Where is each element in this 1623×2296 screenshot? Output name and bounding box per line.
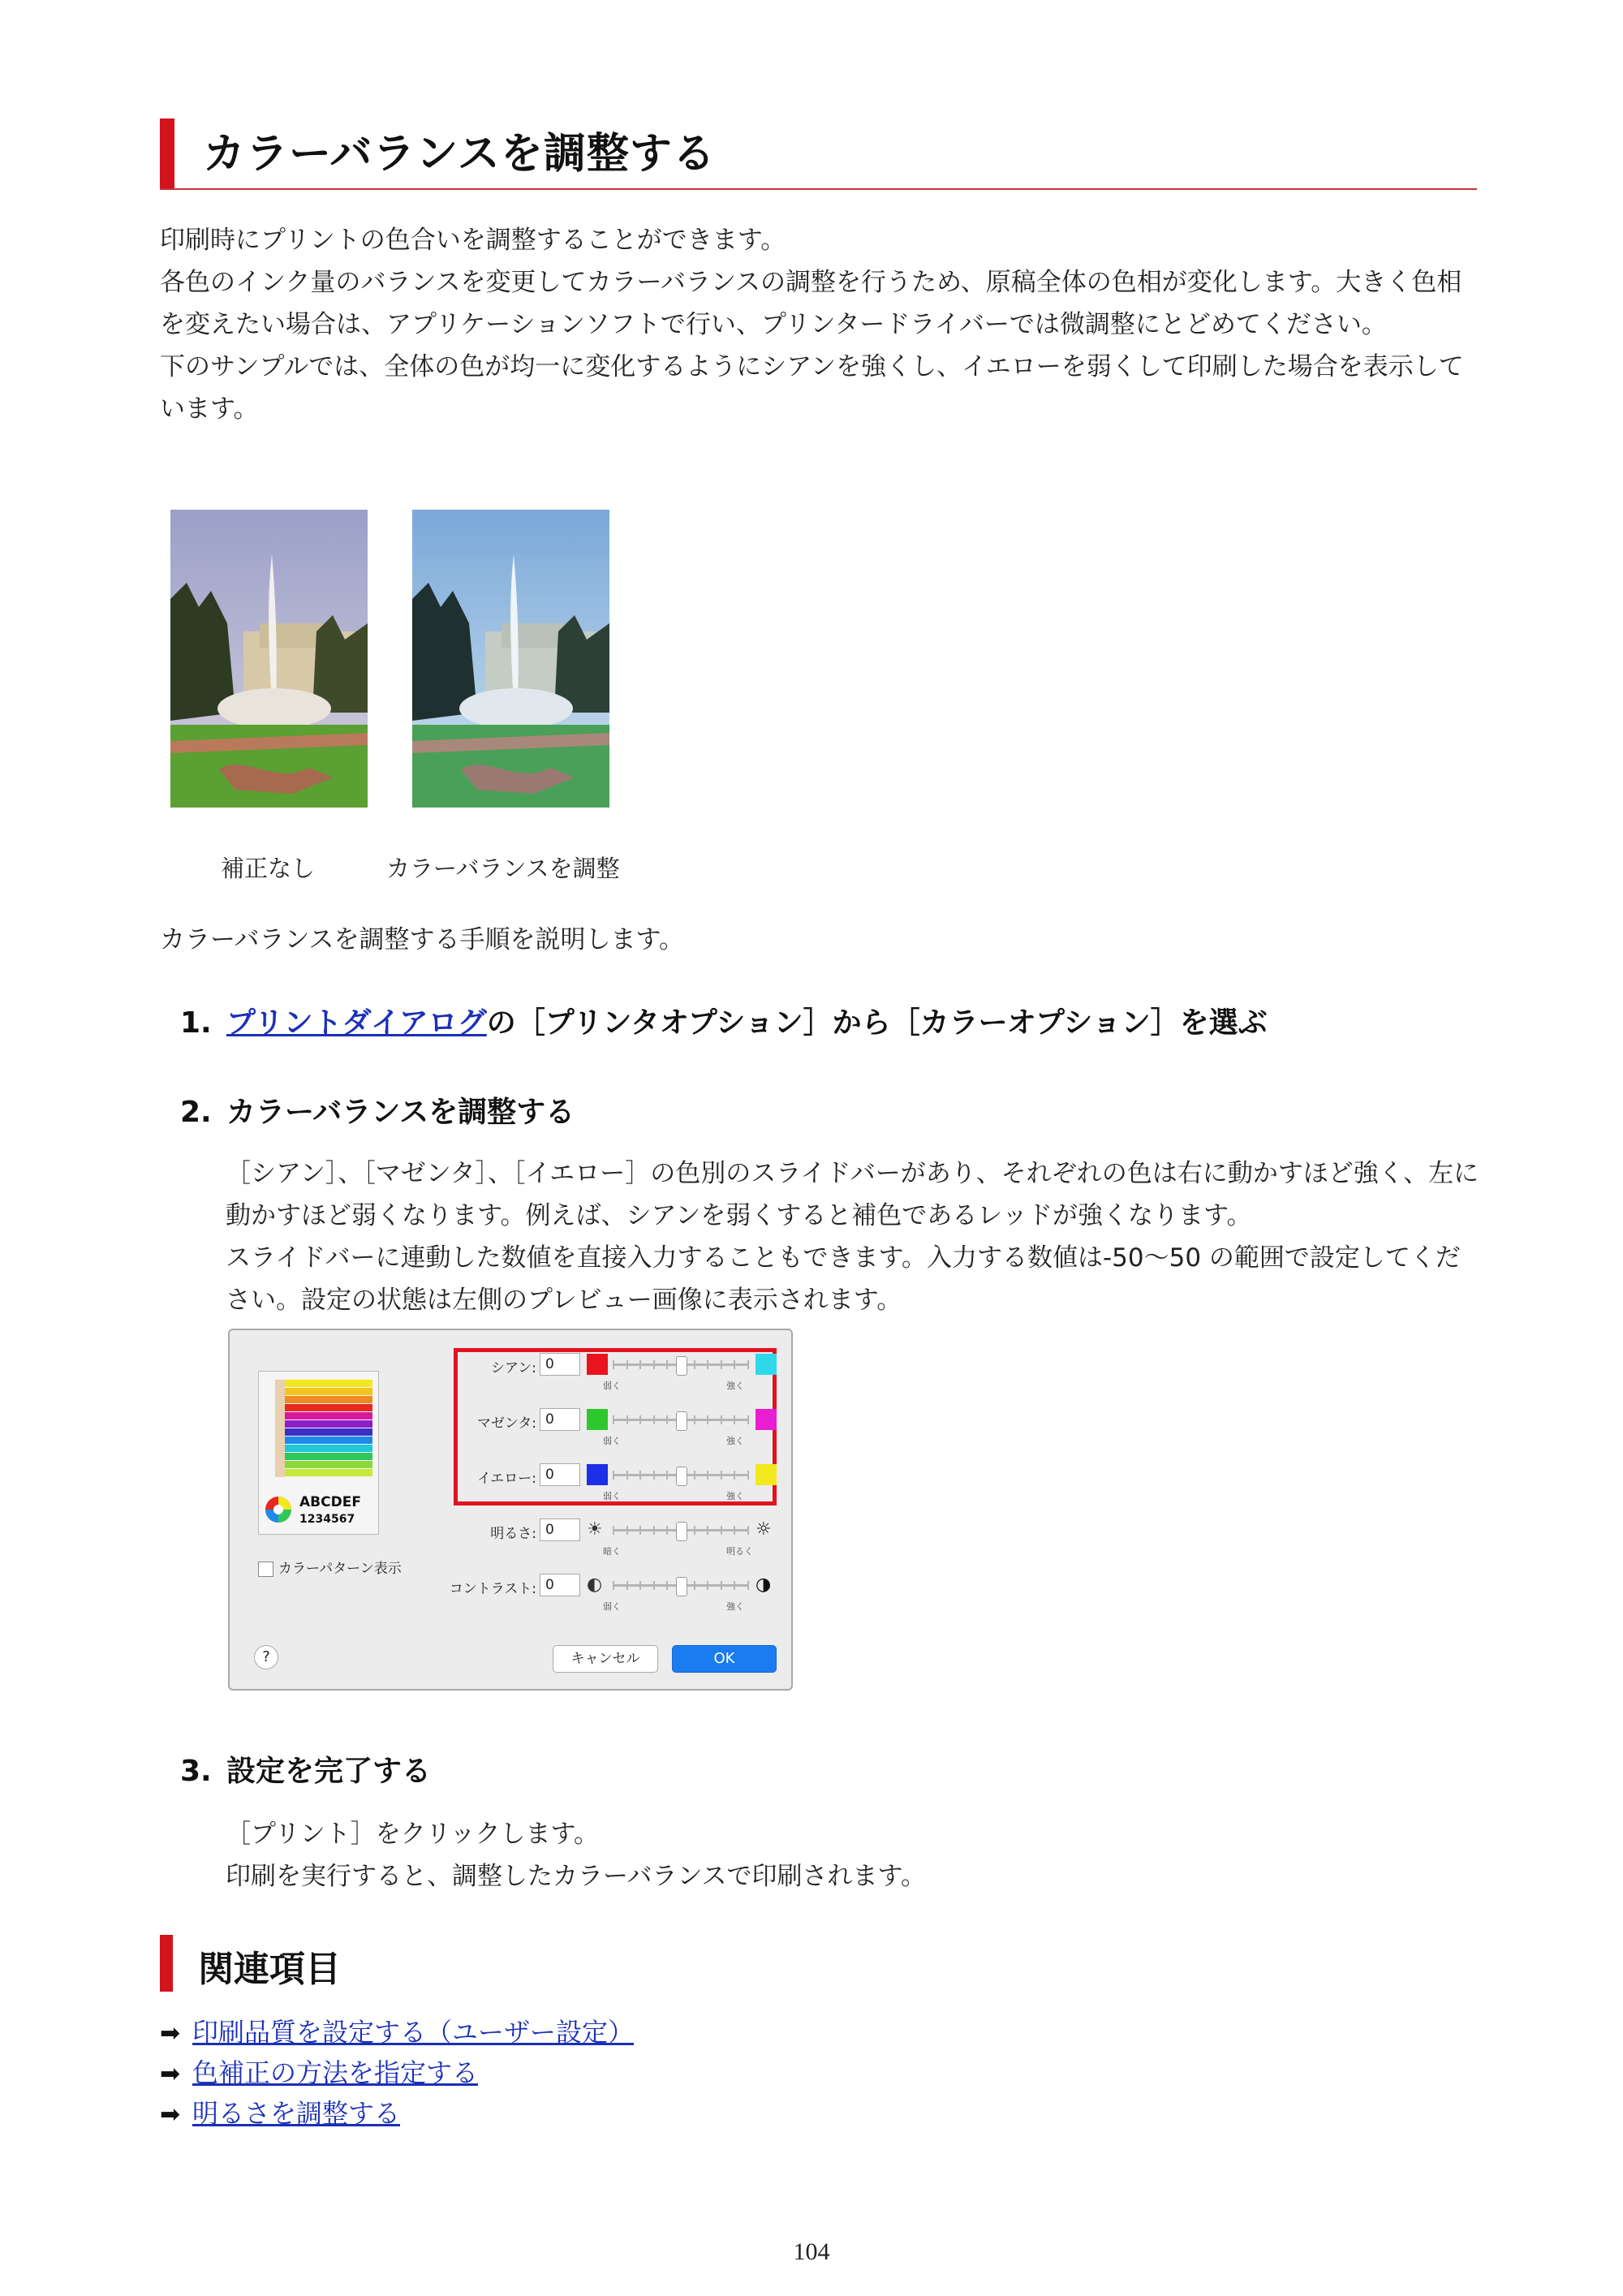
bright-sun-icon: ☼ xyxy=(756,1519,772,1540)
sample-photo-after xyxy=(412,510,609,808)
slider-knob[interactable] xyxy=(676,1411,687,1431)
slider-tick xyxy=(613,1526,614,1535)
slider-tick xyxy=(613,1581,614,1590)
step-3-number: 3. xyxy=(180,1755,212,1788)
slider-tick xyxy=(707,1415,708,1424)
strong-color-swatch-icon xyxy=(756,1409,777,1430)
slider-tick xyxy=(721,1526,722,1535)
slider-value-input[interactable]: 0 xyxy=(540,1408,580,1431)
slider-tick xyxy=(734,1471,735,1480)
ok-button[interactable]: OK xyxy=(672,1645,777,1673)
sample-photo-before xyxy=(170,510,368,808)
slider-tick xyxy=(734,1415,735,1424)
slider-value-input[interactable]: 0 xyxy=(540,1353,580,1376)
slider-tick xyxy=(626,1360,628,1369)
slider-tick xyxy=(666,1581,668,1590)
related-item xyxy=(160,2055,478,2092)
dim-sun-icon: ☀ xyxy=(587,1519,603,1540)
slider-tick xyxy=(694,1526,695,1535)
step-2-paragraph-2: スライドバーに連動した数値を直接入力することもできます。入力する数値は-50〜50 の範囲で設定してください。設定の状態は左側のプレビュー画像に表示されます。 xyxy=(226,1243,1461,1315)
slider-row xyxy=(230,1518,794,1559)
slider-label: コントラスト: xyxy=(449,1581,536,1597)
slider-tick xyxy=(721,1415,722,1424)
step-3-heading: 設定を完了する xyxy=(226,1755,432,1788)
slider-left-note: 弱く xyxy=(603,1381,621,1391)
slider-tick xyxy=(613,1360,614,1369)
related-link-print-quality[interactable]: 印刷品質を設定する（ユーザー設定） xyxy=(192,2017,635,2048)
page-title: カラーバランスを調整する xyxy=(203,130,716,179)
slider-tick xyxy=(721,1471,722,1480)
slider-knob[interactable] xyxy=(676,1522,687,1541)
strong-color-swatch-icon xyxy=(756,1354,777,1375)
slider-tick xyxy=(747,1360,749,1369)
slider-knob[interactable] xyxy=(676,1356,687,1376)
slider-tick xyxy=(653,1415,655,1424)
slider-tick xyxy=(639,1526,641,1535)
slider-tick xyxy=(721,1360,722,1369)
title-underline xyxy=(160,188,1477,190)
related-link-color-correction[interactable]: 色補正の方法を指定する xyxy=(192,2057,479,2088)
title-accent-bar xyxy=(160,118,174,188)
arrow-right-icon: ➡ xyxy=(160,2019,181,2048)
slider-tick xyxy=(734,1360,735,1369)
slider-tick xyxy=(666,1526,668,1535)
related-item xyxy=(160,2096,400,2133)
slider-tick xyxy=(694,1415,695,1424)
slider-tick xyxy=(626,1581,628,1590)
high-contrast-icon: ◑ xyxy=(756,1574,772,1595)
slider-tick xyxy=(707,1526,708,1535)
slider-tick xyxy=(639,1360,641,1369)
slider-tick xyxy=(694,1471,695,1480)
related-accent-bar xyxy=(160,1935,173,1992)
slider-value-input[interactable]: 0 xyxy=(540,1574,580,1596)
arrow-right-icon: ➡ xyxy=(160,2100,181,2129)
slider-knob[interactable] xyxy=(676,1467,687,1486)
slider-tick xyxy=(666,1415,668,1424)
slider-label: マゼンタ: xyxy=(476,1415,536,1432)
intro-paragraph-3: 下のサンプルでは、全体の色が均一に変化するようにシアンを強くし、イエローを弱くして印刷した場合を表示しています。 xyxy=(160,352,1464,424)
slider-tick xyxy=(653,1471,655,1480)
step-1-heading-rest: の［プリンタオプション］から［カラーオプション］を選ぶ xyxy=(486,1006,1268,1040)
slider-right-note: 強く xyxy=(726,1491,744,1501)
slider-right-note: 明るく xyxy=(726,1546,753,1557)
step-2-heading: カラーバランスを調整する xyxy=(226,1096,575,1129)
slider-value-input[interactable]: 0 xyxy=(540,1518,580,1541)
slider-tick xyxy=(747,1581,749,1590)
slider-tick xyxy=(707,1471,708,1480)
slider-label: 明るさ: xyxy=(490,1526,536,1542)
slider-tick xyxy=(626,1471,628,1480)
slider-tick xyxy=(747,1526,749,1535)
intro-text xyxy=(160,219,1479,430)
step-2-number: 2. xyxy=(180,1096,212,1129)
arrow-right-icon: ➡ xyxy=(160,2060,181,2088)
caption-after: カラーバランスを調整 xyxy=(386,855,620,882)
step-1-number: 1. xyxy=(180,1006,212,1040)
help-button[interactable]: ? xyxy=(254,1645,278,1669)
step-2-body xyxy=(226,1152,1479,1321)
slider-right-note: 強く xyxy=(726,1381,744,1391)
slider-tick xyxy=(613,1415,614,1424)
preview-text-letters: ABCDEF xyxy=(299,1494,361,1510)
slider-left-note: 暗く xyxy=(603,1546,621,1557)
slider-tick xyxy=(747,1415,749,1424)
steps-intro: カラーバランスを調整する手順を説明します。 xyxy=(160,925,685,954)
slider-knob[interactable] xyxy=(676,1577,687,1596)
slider-value-input[interactable]: 0 xyxy=(540,1463,580,1486)
step-3-body xyxy=(226,1813,926,1898)
slider-row xyxy=(230,1353,794,1394)
slider-row xyxy=(230,1574,794,1614)
slider-tick xyxy=(639,1581,641,1590)
step-1-heading xyxy=(226,1003,1268,1044)
related-link-brightness[interactable]: 明るさを調整する xyxy=(192,2098,401,2129)
caption-before: 補正なし xyxy=(221,855,316,882)
slider-tick xyxy=(653,1581,655,1590)
weak-color-swatch-icon xyxy=(587,1354,608,1375)
slider-tick xyxy=(707,1581,708,1590)
slider-tick xyxy=(653,1526,655,1535)
slider-tick xyxy=(707,1360,708,1369)
slider-tick xyxy=(666,1471,668,1480)
slider-row xyxy=(230,1408,794,1449)
step-3-paragraph-1: ［プリント］をクリックします。 xyxy=(226,1820,600,1849)
strong-color-swatch-icon xyxy=(756,1464,777,1485)
intro-paragraph-1: 印刷時にプリントの色合いを調整することができます。 xyxy=(160,226,786,255)
color-options-dialog xyxy=(228,1329,793,1691)
cancel-button[interactable]: キャンセル xyxy=(553,1645,658,1673)
step-3-paragraph-2: 印刷を実行すると、調整したカラーバランスで印刷されます。 xyxy=(226,1862,927,1891)
slider-tick xyxy=(734,1581,735,1590)
slider-tick xyxy=(694,1360,695,1369)
preview-text-numbers: 1234567 xyxy=(299,1513,355,1526)
slider-label: シアン: xyxy=(490,1360,536,1376)
weak-color-swatch-icon xyxy=(587,1409,608,1430)
slider-right-note: 強く xyxy=(726,1601,744,1612)
related-item xyxy=(160,2014,634,2052)
slider-tick xyxy=(639,1415,641,1424)
slider-tick xyxy=(694,1581,695,1590)
slider-tick xyxy=(734,1526,735,1535)
slider-left-note: 弱く xyxy=(603,1491,621,1501)
weak-color-swatch-icon xyxy=(587,1464,608,1485)
slider-tick xyxy=(626,1415,628,1424)
preview-image xyxy=(258,1371,379,1535)
intro-paragraph-2: 各色のインク量のバランスを変更してカラーバランスの調整を行うため、原稿全体の色相が変化します。大きく色相を変えたい場合は、アプリケーションソフトで行い、プリンタードライバーでは微調整にとどめてください。 xyxy=(160,268,1462,339)
slider-row xyxy=(230,1463,794,1504)
slider-tick xyxy=(613,1471,614,1480)
slider-tick xyxy=(639,1471,641,1480)
slider-label: イエロー: xyxy=(476,1471,536,1487)
slider-tick xyxy=(747,1471,749,1480)
slider-tick xyxy=(653,1360,655,1369)
page-number: 104 xyxy=(793,2238,830,2265)
slider-tick xyxy=(666,1360,668,1369)
slider-tick xyxy=(721,1581,722,1590)
step-2-paragraph-1: ［シアン］、［マゼンタ］、［イエロー］の色別のスライドバーがあり、それぞれの色は右に動かすほど強く、左に動かすほど弱くなります。例えば、シアンを弱くすると補色であるレッドが強くなります。 xyxy=(226,1159,1479,1230)
slider-left-note: 弱く xyxy=(603,1436,621,1446)
slider-right-note: 強く xyxy=(726,1436,744,1446)
slider-tick xyxy=(626,1526,628,1535)
slider-left-note: 弱く xyxy=(603,1601,621,1612)
color-pattern-label: カラーパターン表示 xyxy=(278,1561,402,1577)
related-title: 関連項目 xyxy=(198,1949,341,1990)
low-contrast-icon: ◐ xyxy=(587,1574,603,1595)
print-dialog-link[interactable]: プリントダイアログ xyxy=(226,1006,487,1040)
